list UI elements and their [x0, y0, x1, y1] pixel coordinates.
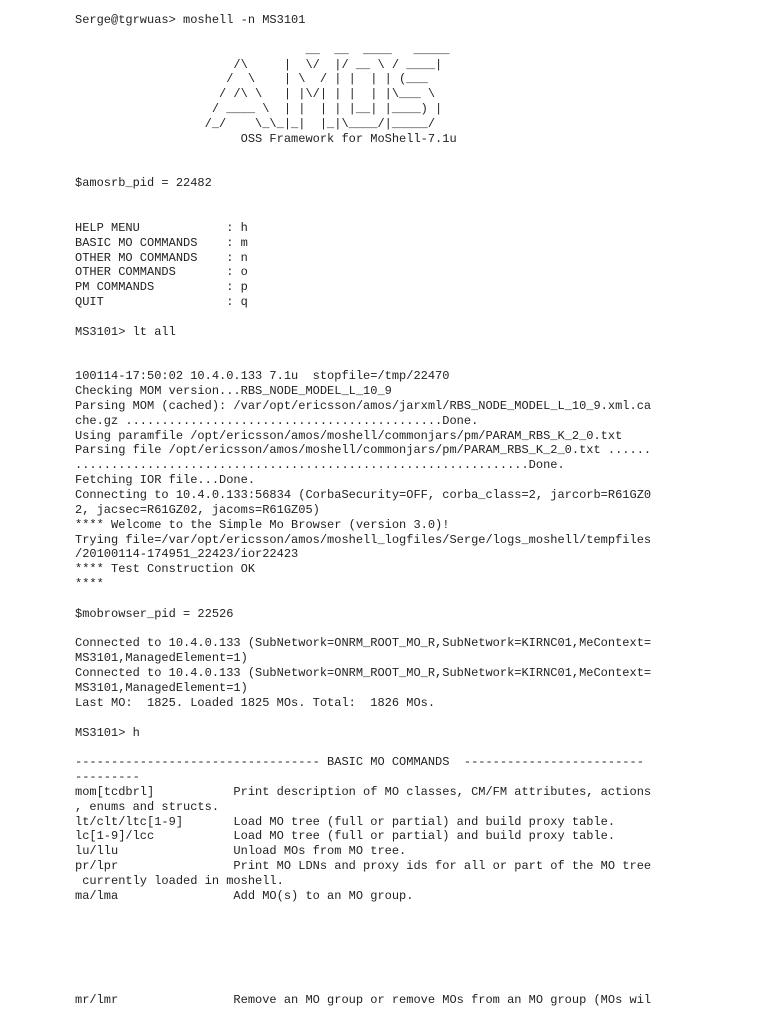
amos-logo-line: / /\ \ | |\/| | | | |\___ \ — [75, 87, 436, 102]
command-help-row: mr/lmr Remove an MO group or remove MOs from an MO group (MOs wil — [75, 992, 652, 1007]
blank-line — [75, 711, 675, 726]
menu-item: OTHER MO COMMANDS : n — [75, 250, 248, 265]
log-line: /20100114-174951_22423/ior22423 — [75, 547, 299, 562]
menu-item: PM COMMANDS : p — [75, 280, 248, 295]
mobrowser-pid-line: $mobrowser_pid = 22526 — [75, 606, 234, 621]
command-help-row: mom[tcdbrl] Print description of MO classes, CM/FM attributes, actions — [75, 784, 652, 799]
command-help-row: currently loaded in moshell. — [75, 873, 284, 888]
terminal-output — [75, 13, 675, 1007]
blank-line — [75, 206, 675, 221]
blank-line — [75, 592, 675, 607]
amos-logo-line: __ __ ____ _____ — [75, 42, 450, 57]
blank-line — [75, 354, 675, 369]
blank-line — [75, 147, 675, 162]
blank-line — [75, 740, 675, 755]
framework-version-line: OSS Framework for MoShell-7.1u — [75, 131, 457, 146]
command-help-row: lc[1-9]/lcc Load MO tree (full or partial) and build proxy table. — [75, 829, 616, 844]
blank-line — [75, 340, 675, 355]
blank-line — [75, 310, 675, 325]
amos-logo-line: /\ | \/ |/ __ \ / ____| — [75, 57, 443, 72]
log-line: Fetching IOR file...Done. — [75, 473, 256, 488]
log-line: Parsing file /opt/ericsson/amos/moshell/commonjars/pm/PARAM_RBS_K_2_0.txt ...... — [75, 443, 652, 458]
command-help-row: lt/clt/ltc[1-9] Load MO tree (full or partial) and build proxy table. — [75, 814, 616, 829]
section-header: ---------------------------------- BASIC MO COMMANDS ------------------------- — [75, 755, 644, 770]
log-line: **** Welcome to the Simple Mo Browser (version 3.0)! — [75, 517, 450, 532]
log-line: Parsing MOM (cached): /var/opt/ericsson/amos/jarxml/RBS_NODE_MODEL_L_10_9.xml.ca — [75, 398, 652, 413]
menu-item: HELP MENU : h — [75, 220, 248, 235]
command-help-row: pr/lpr Print MO LDNs and proxy ids for all or part of the MO tree — [75, 859, 652, 874]
command-help-row: lu/llu Unload MOs from MO tree. — [75, 844, 407, 859]
log-line: 100114-17:50:02 10.4.0.133 7.1u stopfile=/tmp/22470 — [75, 369, 450, 384]
blank-line — [75, 622, 675, 637]
connection-line: Connected to 10.4.0.133 (SubNetwork=ONRM_ROOT_MO_R,SubNetwork=KIRNC01,MeContext= — [75, 636, 652, 651]
command-help-row: ma/lma Add MO(s) to an MO group. — [75, 888, 414, 903]
blank-line — [75, 161, 675, 176]
log-line: **** — [75, 577, 104, 592]
log-line: **** Test Construction OK — [75, 562, 256, 577]
connection-line: Connected to 10.4.0.133 (SubNetwork=ONRM_ROOT_MO_R,SubNetwork=KIRNC01,MeContext= — [75, 666, 652, 681]
connection-line: MS3101,ManagedElement=1) — [75, 651, 248, 666]
amos-logo-line: / ____ \ | | | | |__| |____) | — [75, 102, 443, 117]
menu-item: OTHER COMMANDS : o — [75, 265, 248, 280]
command-line: MS3101> lt all — [75, 324, 176, 339]
amosrb-pid-line: $amosrb_pid = 22482 — [75, 176, 212, 191]
log-line: Checking MOM version...RBS_NODE_MODEL_L_10_9 — [75, 384, 392, 399]
command-line: MS3101> h — [75, 725, 140, 740]
log-line: ...............................................................Done. — [75, 458, 565, 473]
shell-prompt-line: Serge@tgrwuas> moshell -n MS3101 — [75, 13, 306, 27]
command-help-row: , enums and structs. — [75, 799, 220, 814]
blank-region — [75, 904, 675, 993]
log-line: Trying file=/var/opt/ericsson/amos/moshell_logfiles/Serge/logs_moshell/tempfiles — [75, 532, 652, 547]
log-line: Connecting to 10.4.0.133:56834 (CorbaSecurity=OFF, corba_class=2, jarcorb=R61GZ0 — [75, 488, 652, 502]
log-line: che.gz ............................................Done. — [75, 413, 479, 428]
log-line: 2, jacsec=R61GZ02, jacoms=R61GZ05) — [75, 502, 320, 517]
log-line: Using paramfile /opt/ericsson/amos/moshell/commonjars/pm/PARAM_RBS_K_2_0.txt — [75, 428, 623, 443]
section-header-continuation: --------- — [75, 770, 140, 785]
amos-logo-line: /_/ \_\_|_| |_|\____/|_____/ — [75, 116, 436, 131]
connection-line: Last MO: 1825. Loaded 1825 MOs. Total: 1826 MOs. — [75, 695, 436, 710]
blank-line — [75, 191, 675, 206]
amos-logo-line: / \ | \ / | | | | (___ — [75, 72, 428, 87]
menu-item: QUIT : q — [75, 295, 248, 310]
blank-line — [75, 28, 675, 43]
connection-line: MS3101,ManagedElement=1) — [75, 680, 248, 695]
menu-item: BASIC MO COMMANDS : m — [75, 235, 248, 250]
